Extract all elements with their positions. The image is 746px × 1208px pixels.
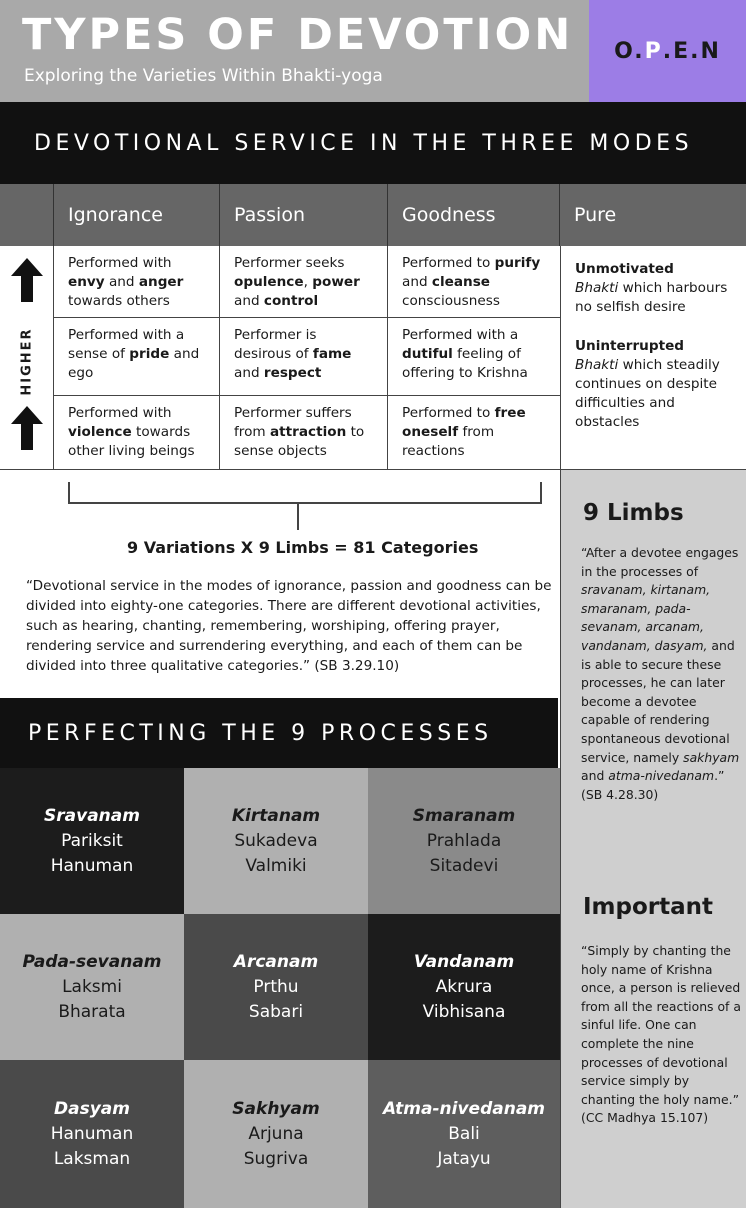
process-card xyxy=(0,1060,184,1208)
process-name: Atma-nivedanam xyxy=(382,1098,546,1119)
process-example: Sitadevi xyxy=(429,855,499,876)
arrow-up-icon xyxy=(11,406,43,450)
process-example: Hanuman xyxy=(50,855,134,876)
arrow-up-icon xyxy=(11,258,43,302)
cell-ignorance-2: Performed with a sense of pride and ego xyxy=(54,318,220,396)
bracket-stem xyxy=(297,504,299,530)
process-card xyxy=(0,768,184,914)
higher-label xyxy=(5,326,49,396)
process-example: Vibhisana xyxy=(422,1001,506,1022)
process-example: Pariksit xyxy=(61,830,123,851)
cell-goodness-3: Performed to free oneself from reactions xyxy=(388,396,560,470)
header-goodness: Goodness xyxy=(388,184,560,246)
process-card xyxy=(184,914,368,1060)
header-passion: Passion xyxy=(220,184,388,246)
pure-description xyxy=(560,246,746,470)
limbs-title: 9 Limbs xyxy=(583,500,684,526)
cell-passion-1: Performer seeks opulence, power and control xyxy=(220,246,388,318)
process-example: Akrura xyxy=(435,976,493,997)
process-example: Sukadeva xyxy=(234,830,318,851)
process-example: Bali xyxy=(448,1123,480,1144)
process-example: Sugriva xyxy=(243,1148,309,1169)
cell-ignorance-1: Performed with envy and anger towards others xyxy=(54,246,220,318)
process-name: Pada-sevanam xyxy=(22,951,162,972)
sidebar xyxy=(560,470,746,1208)
important-quote: “Simply by chanting the holy name of Krishna once, a person is relieved from all the reactions of a sinful life. One can complete the nine processes of devotional service simply by chanting the holy name.” (CC Madhya 15.107) xyxy=(581,943,741,1126)
process-example: Laksmi xyxy=(62,976,122,997)
important-title: Important xyxy=(583,894,714,920)
process-card xyxy=(368,1060,560,1208)
page-subtitle: Exploring the Varieties Within Bhakti-yoga xyxy=(24,66,383,86)
sb-quote: “Devotional service in the modes of ignorance, passion and goodness can be divided into eighty-one categories. There are different devotional activities, such as hearing, chanting, remembering, worshiping, offering prayer, rendering service and surrendering everything, and each of them can be divided into three qualitative categories.” (SB 3.29.10) xyxy=(26,578,552,674)
cell-passion-2: Performer is desirous of fame and respect xyxy=(220,318,388,396)
process-example: Arjuna xyxy=(248,1123,304,1144)
process-card xyxy=(184,1060,368,1208)
process-name: Kirtanam xyxy=(231,805,321,826)
bracket xyxy=(68,482,542,504)
page-title: TYPES OF DEVOTION xyxy=(22,10,574,60)
cell-passion-3: Performer suffers from attraction to sense objects xyxy=(220,396,388,470)
limbs-quote: “After a devotee engages in the processes of sravanam, kirtanam, smaranam, pada-sevanam, arcanam, vandanam, dasyam, and is able to secure these processes, he can later become a devotee capable of rendering spontaneous devotional service, namely sakhyam and atma-nivedanam.” (SB 4.28.30) xyxy=(581,545,740,802)
process-name: Dasyam xyxy=(54,1098,130,1119)
section-banner-processes: PERFECTING THE 9 PROCESSES xyxy=(0,698,558,768)
cell-goodness-2: Performed with a dutiful feeling of offering to Krishna xyxy=(388,318,560,396)
open-logo xyxy=(589,0,746,102)
process-example: Laksman xyxy=(53,1148,131,1169)
higher-label-text: HIGHER xyxy=(19,326,35,396)
process-example: Prthu xyxy=(253,976,299,997)
process-name: Smaranam xyxy=(412,805,516,826)
process-example: Sabari xyxy=(248,1001,304,1022)
header-blank-cell xyxy=(0,184,54,246)
process-name: Sakhyam xyxy=(232,1098,320,1119)
logo-part-en: .E.N xyxy=(662,38,721,64)
process-example: Bharata xyxy=(58,1001,126,1022)
header-pure: Pure xyxy=(560,184,746,246)
categories-formula: 9 Variations X 9 Limbs = 81 Categories xyxy=(127,538,479,557)
process-card xyxy=(368,768,560,914)
process-example: Jatayu xyxy=(437,1148,491,1169)
logo-part-p: P xyxy=(644,38,663,64)
process-card xyxy=(0,914,184,1060)
process-name: Vandanam xyxy=(413,951,515,972)
process-name: Sravanam xyxy=(44,805,140,826)
pure-uninterrupted: Uninterrupted Bhakti which steadily continues on despite difficulties and obstacles xyxy=(575,338,720,430)
process-example: Hanuman xyxy=(50,1123,134,1144)
process-example: Valmiki xyxy=(245,855,307,876)
logo-part-o: O. xyxy=(614,38,645,64)
pure-unmotivated: Unmotivated Bhakti which harbours no selfish desire xyxy=(575,261,728,315)
cell-ignorance-3: Performed with violence towards other living beings xyxy=(54,396,220,470)
cell-goodness-1: Performed to purify and cleanse consciousness xyxy=(388,246,560,318)
process-example: Prahlada xyxy=(426,830,502,851)
section-banner-modes: DEVOTIONAL SERVICE IN THE THREE MODES xyxy=(0,102,746,184)
process-name: Arcanam xyxy=(233,951,319,972)
header-ignorance: Ignorance xyxy=(54,184,220,246)
process-card xyxy=(368,914,560,1060)
process-card xyxy=(184,768,368,914)
